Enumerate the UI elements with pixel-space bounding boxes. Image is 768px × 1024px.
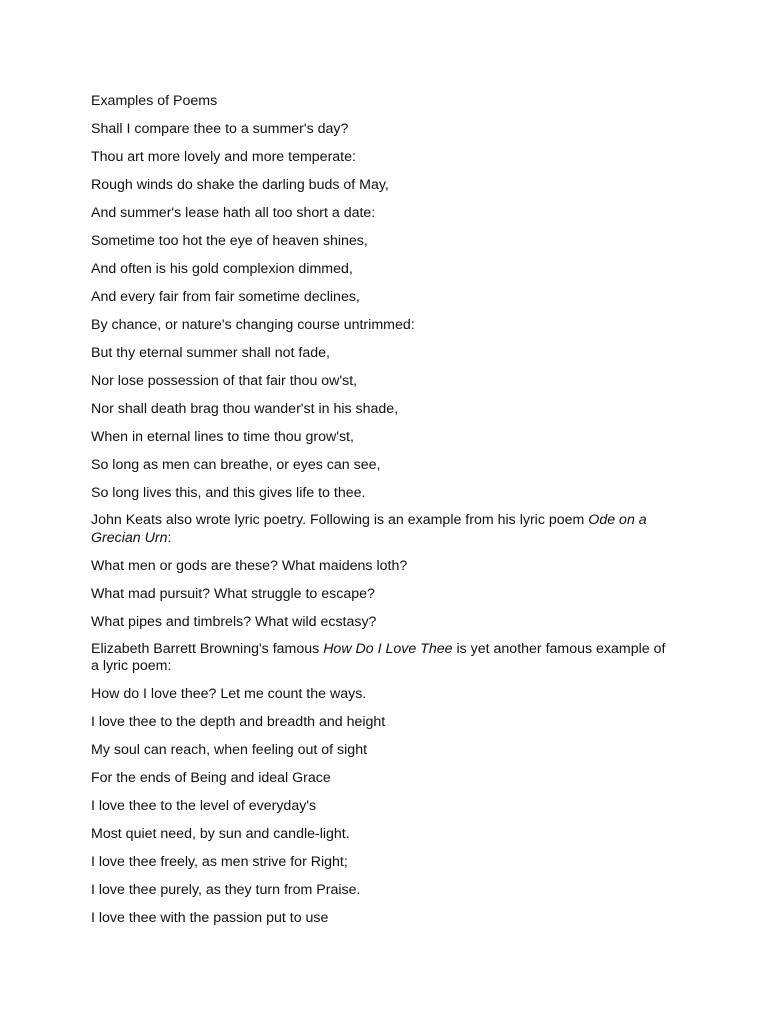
- poem-line: So long as men can breathe, or eyes can see,: [91, 457, 381, 473]
- poem-line: For the ends of Being and ideal Grace: [91, 770, 331, 787]
- poem-line: I love thee purely, as they turn from Praise.: [91, 882, 361, 899]
- browning-intro-end: is yet another famous example of a lyric poem:: [91, 640, 666, 675]
- poem-line: What pipes and timbrels? What wild ecstasy?: [91, 613, 377, 630]
- keats-poem-title: Ode on a Grecian Urn: [91, 512, 647, 546]
- poem-line: What mad pursuit? What struggle to escape?: [91, 585, 375, 602]
- poem-line: Rough winds do shake the darling buds of May,: [91, 177, 389, 193]
- poem-line: I love thee to the depth and breadth and height: [91, 714, 386, 731]
- poem-line: Most quiet need, by sun and candle-light.: [91, 826, 350, 843]
- keats-block: [91, 557, 681, 631]
- poem-line: So long lives this, and this gives life to thee.: [91, 485, 366, 501]
- poem-line: I love thee to the level of everyday's: [91, 798, 317, 815]
- poem-line: Nor lose possession of that fair thou ow'st,: [91, 373, 358, 389]
- poem-line: And often is his gold complexion dimmed,: [91, 261, 353, 277]
- poem-line: What men or gods are these? What maidens loth?: [91, 557, 408, 574]
- keats-intro-end: :: [167, 529, 172, 546]
- poem-line: I love thee freely, as men strive for Right;: [91, 854, 348, 871]
- poem-line: Shall I compare thee to a summer's day?: [91, 121, 349, 137]
- browning-poem-title: How Do I Love Thee: [323, 640, 453, 657]
- sonnet-block: [91, 120, 681, 502]
- poem-line: I love thee with the passion put to use: [91, 910, 329, 927]
- keats-intro-text: John Keats also wrote lyric poetry. Following is an example from his lyric poem: [91, 512, 589, 528]
- document-body: [91, 92, 681, 937]
- browning-intro-text: Elizabeth Barrett Browning's famous: [91, 640, 324, 657]
- poem-line: By chance, or nature's changing course untrimmed:: [91, 317, 415, 333]
- poem-line: And summer's lease hath all too short a date:: [91, 205, 376, 221]
- poem-line: When in eternal lines to time thou grow'st,: [91, 429, 354, 445]
- browning-intro-paragraph: [91, 641, 671, 676]
- poem-line: And every fair from fair sometime declines,: [91, 289, 360, 305]
- poem-line: Sometime too hot the eye of heaven shines,: [91, 233, 368, 249]
- poem-line: But thy eternal summer shall not fade,: [91, 345, 330, 361]
- document-heading: Examples of Poems: [91, 93, 218, 109]
- browning-block: [91, 685, 681, 927]
- poem-line: How do I love thee? Let me count the ways.: [91, 686, 367, 703]
- keats-intro-paragraph: [91, 512, 671, 547]
- poem-line: My soul can reach, when feeling out of sight: [91, 742, 368, 759]
- poem-line: Thou art more lovely and more temperate:: [91, 149, 356, 165]
- poem-line: Nor shall death brag thou wander'st in his shade,: [91, 401, 399, 417]
